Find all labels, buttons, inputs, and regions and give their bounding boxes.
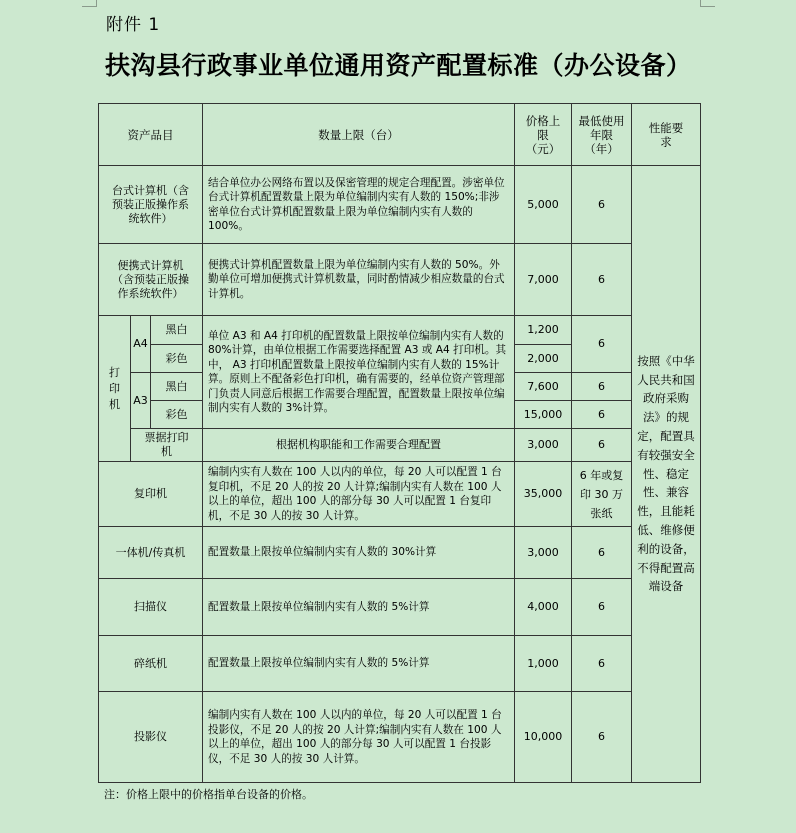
price-fax: 3,000 (515, 527, 572, 579)
life-projector: 6 (572, 692, 632, 783)
printer-a3-label: A3 (131, 373, 151, 429)
item-receipt-printer: 票据打印机 (131, 429, 203, 462)
life-a3-color: 6 (572, 401, 632, 429)
quantity-printer: 单位 A3 和 A4 打印机的配置数量上限按单位编制内实有人数的 80%计算，由单位根据工作需要选择配置 A3 或 A4 打印机。其中， A3 打印机配置数量上限按单位编制内实有人数的 15%计算。原则上不配备彩色打印机，确有需要的，经单位资产管理部门负责人同意后根据工作需要合理配置，配置数量上限按单位编制内实有人数的 3%计算。 (203, 316, 515, 429)
life-fax: 6 (572, 527, 632, 579)
life-a4: 6 (572, 316, 632, 373)
printer-a4-color: 彩色 (151, 345, 203, 373)
page-corner-mark-right (700, 0, 715, 7)
header-item: 资产品目 (99, 104, 203, 166)
quantity-laptop: 便携式计算机配置数量上限为单位编制内实有人数的 50%。外勤单位可增加便携式计算机数量，同时酌情减少相应数量的台式计算机。 (203, 244, 515, 316)
quantity-desktop: 结合单位办公网络布置以及保密管理的规定合理配置。涉密单位台式计算机配置数量上限为单位编制内实有人数的 150%;非涉密单位台式计算机配置数量上限为单位编制内实有人数的 100%。 (203, 166, 515, 244)
life-shredder: 6 (572, 636, 632, 692)
table-row (99, 316, 701, 345)
life-desktop: 6 (572, 166, 632, 244)
header-row (99, 104, 701, 166)
table-row (99, 579, 701, 636)
header-requirement: 性能要求 (632, 104, 701, 166)
printer-group-label: 打印机 (99, 316, 131, 462)
printer-a4-mono: 黑白 (151, 316, 203, 345)
item-fax: 一体机/传真机 (99, 527, 203, 579)
item-copier: 复印机 (99, 462, 203, 527)
price-a4-color: 2,000 (515, 345, 572, 373)
printer-a3-color: 彩色 (151, 401, 203, 429)
page-corner-mark-left (82, 0, 97, 7)
life-a3-mono: 6 (572, 373, 632, 401)
table-row (99, 244, 701, 316)
printer-a3-mono: 黑白 (151, 373, 203, 401)
footnote: 注：价格上限中的价格指单台设备的价格。 (104, 788, 313, 801)
life-copier: 6 年或复印 30 万张纸 (572, 462, 632, 527)
item-scanner: 扫描仪 (99, 579, 203, 636)
life-receipt-printer: 6 (572, 429, 632, 462)
attachment-label: 附件 1 (106, 15, 161, 35)
item-shredder: 碎纸机 (99, 636, 203, 692)
table-row (99, 166, 701, 244)
life-laptop: 6 (572, 244, 632, 316)
price-desktop: 5,000 (515, 166, 572, 244)
price-copier: 35,000 (515, 462, 572, 527)
life-scanner: 6 (572, 579, 632, 636)
table-row (99, 462, 701, 527)
price-projector: 10,000 (515, 692, 572, 783)
price-a3-color: 15,000 (515, 401, 572, 429)
table-row (99, 636, 701, 692)
quantity-shredder: 配置数量上限按单位编制内实有人数的 5%计算 (203, 636, 515, 692)
item-desktop: 台式计算机（含预装正版操作系统软件） (99, 166, 203, 244)
table-row (99, 527, 701, 579)
price-laptop: 7,000 (515, 244, 572, 316)
requirement-text: 按照《中华人民共和国政府采购法》的规定，配置具有较强安全性、稳定性、兼容性，且能耗低、维修便利的设备，不得配置高端设备 (632, 166, 701, 783)
item-projector: 投影仪 (99, 692, 203, 783)
price-a3-mono: 7,600 (515, 373, 572, 401)
header-quantity: 数量上限（台） (203, 104, 515, 166)
printer-a4-label: A4 (131, 316, 151, 373)
quantity-copier: 编制内实有人数在 100 人以内的单位，每 20 人可以配置 1 台复印机，不足 20 人的按 20 人计算;编制内实有人数在 100 人以上的单位，超出 100 人的部分每 30 人可以配置 1 台复印机，不足 30 人的按 30 人计算。 (203, 462, 515, 527)
header-life: 最低使用年限（年） (572, 104, 632, 166)
price-receipt-printer: 3,000 (515, 429, 572, 462)
quantity-projector: 编制内实有人数在 100 人以内的单位，每 20 人可以配置 1 台投影仪，不足 20 人的按 20 人计算;编制内实有人数在 100 人以上的单位，超出 100 人的部分每 30 人可以配置 1 台投影仪，不足 30 人的按 30 人计算。 (203, 692, 515, 783)
item-laptop: 便携式计算机（含预装正版操作系统软件） (99, 244, 203, 316)
quantity-receipt-printer: 根据机构职能和工作需要合理配置 (203, 429, 515, 462)
table-row (99, 692, 701, 783)
asset-standard-table (98, 103, 701, 783)
price-scanner: 4,000 (515, 579, 572, 636)
header-price: 价格上限（元） (515, 104, 572, 166)
quantity-scanner: 配置数量上限按单位编制内实有人数的 5%计算 (203, 579, 515, 636)
table-row (99, 429, 701, 462)
quantity-fax: 配置数量上限按单位编制内实有人数的 30%计算 (203, 527, 515, 579)
document-title: 扶沟县行政事业单位通用资产配置标准（办公设备） (105, 51, 692, 80)
price-shredder: 1,000 (515, 636, 572, 692)
price-a4-mono: 1,200 (515, 316, 572, 345)
